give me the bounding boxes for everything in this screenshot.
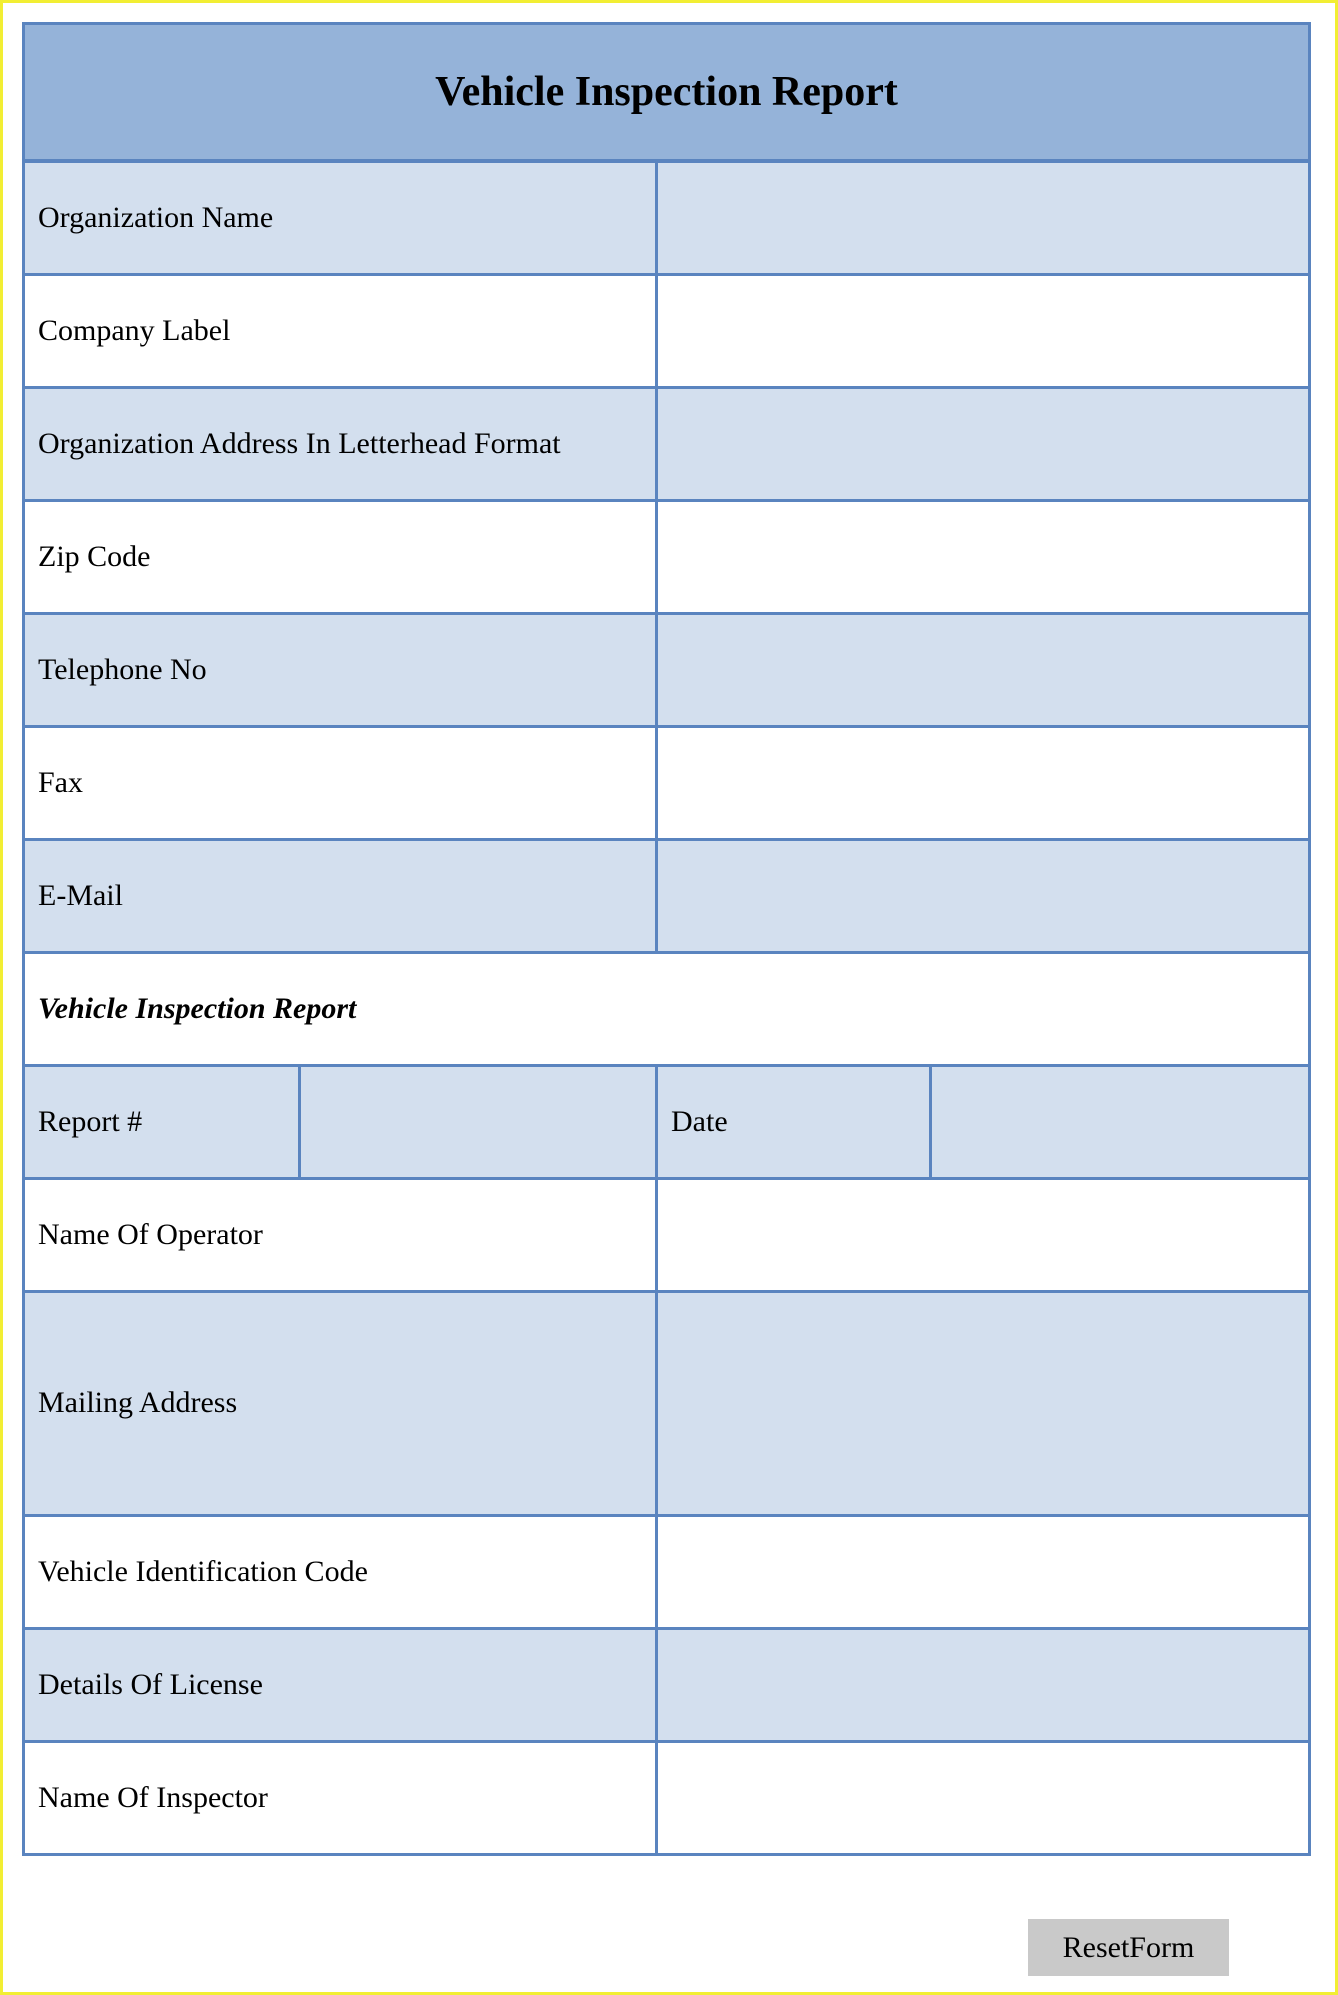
telephone-cell [657, 613, 1310, 726]
inspection-form-table [22, 22, 1311, 1856]
company-label-cell [657, 274, 1310, 387]
report-number-label: Report # [24, 1065, 300, 1178]
organization-address-row [24, 387, 1310, 500]
mailing-address-row [24, 1291, 1310, 1515]
company-label-label: Company Label [24, 274, 657, 387]
telephone-label: Telephone No [24, 613, 657, 726]
vehicle-id-input[interactable] [658, 1556, 1308, 1588]
telephone-row [24, 613, 1310, 726]
mailing-address-input[interactable] [658, 1359, 1308, 1447]
report-number-cell [300, 1065, 657, 1178]
inspector-name-cell [657, 1741, 1310, 1854]
email-input[interactable] [658, 880, 1308, 912]
license-details-cell [657, 1628, 1310, 1741]
mailing-address-cell [657, 1291, 1310, 1515]
vehicle-id-label: Vehicle Identification Code [24, 1515, 657, 1628]
organization-address-cell [657, 387, 1310, 500]
organization-name-input[interactable] [658, 202, 1308, 234]
zip-code-row [24, 500, 1310, 613]
inspector-name-label: Name Of Inspector [24, 1741, 657, 1854]
section-title-row [24, 952, 1310, 1065]
inspector-name-row [24, 1741, 1310, 1854]
organization-address-label: Organization Address In Letterhead Format [24, 387, 657, 500]
organization-address-input[interactable] [658, 428, 1308, 460]
vehicle-id-row [24, 1515, 1310, 1628]
report-number-input[interactable] [301, 1106, 655, 1138]
fax-row [24, 726, 1310, 839]
operator-name-cell [657, 1178, 1310, 1291]
fax-input[interactable] [658, 767, 1308, 799]
date-label: Date [657, 1065, 931, 1178]
operator-name-row [24, 1178, 1310, 1291]
email-label: E-Mail [24, 839, 657, 952]
fax-label: Fax [24, 726, 657, 839]
reset-form-button[interactable]: ResetForm [1028, 1919, 1229, 1976]
email-row [24, 839, 1310, 952]
organization-name-row [24, 161, 1310, 274]
operator-name-input[interactable] [658, 1219, 1308, 1251]
zip-code-label: Zip Code [24, 500, 657, 613]
organization-name-cell [657, 161, 1310, 274]
zip-code-cell [657, 500, 1310, 613]
form-title: Vehicle Inspection Report [24, 24, 1310, 162]
license-details-label: Details Of License [24, 1628, 657, 1741]
fax-cell [657, 726, 1310, 839]
operator-name-label: Name Of Operator [24, 1178, 657, 1291]
mailing-address-label: Mailing Address [24, 1291, 657, 1515]
date-cell [931, 1065, 1310, 1178]
vehicle-id-cell [657, 1515, 1310, 1628]
inspector-name-input[interactable] [658, 1782, 1308, 1814]
form-header-row [24, 24, 1310, 162]
license-details-row [24, 1628, 1310, 1741]
date-input[interactable] [932, 1106, 1308, 1138]
license-details-input[interactable] [658, 1669, 1308, 1701]
company-label-row [24, 274, 1310, 387]
section-title: Vehicle Inspection Report [24, 952, 1310, 1065]
email-cell [657, 839, 1310, 952]
organization-name-label: Organization Name [24, 161, 657, 274]
telephone-input[interactable] [658, 654, 1308, 686]
report-date-row [24, 1065, 1310, 1178]
company-label-input[interactable] [658, 315, 1308, 347]
zip-code-input[interactable] [658, 541, 1308, 573]
